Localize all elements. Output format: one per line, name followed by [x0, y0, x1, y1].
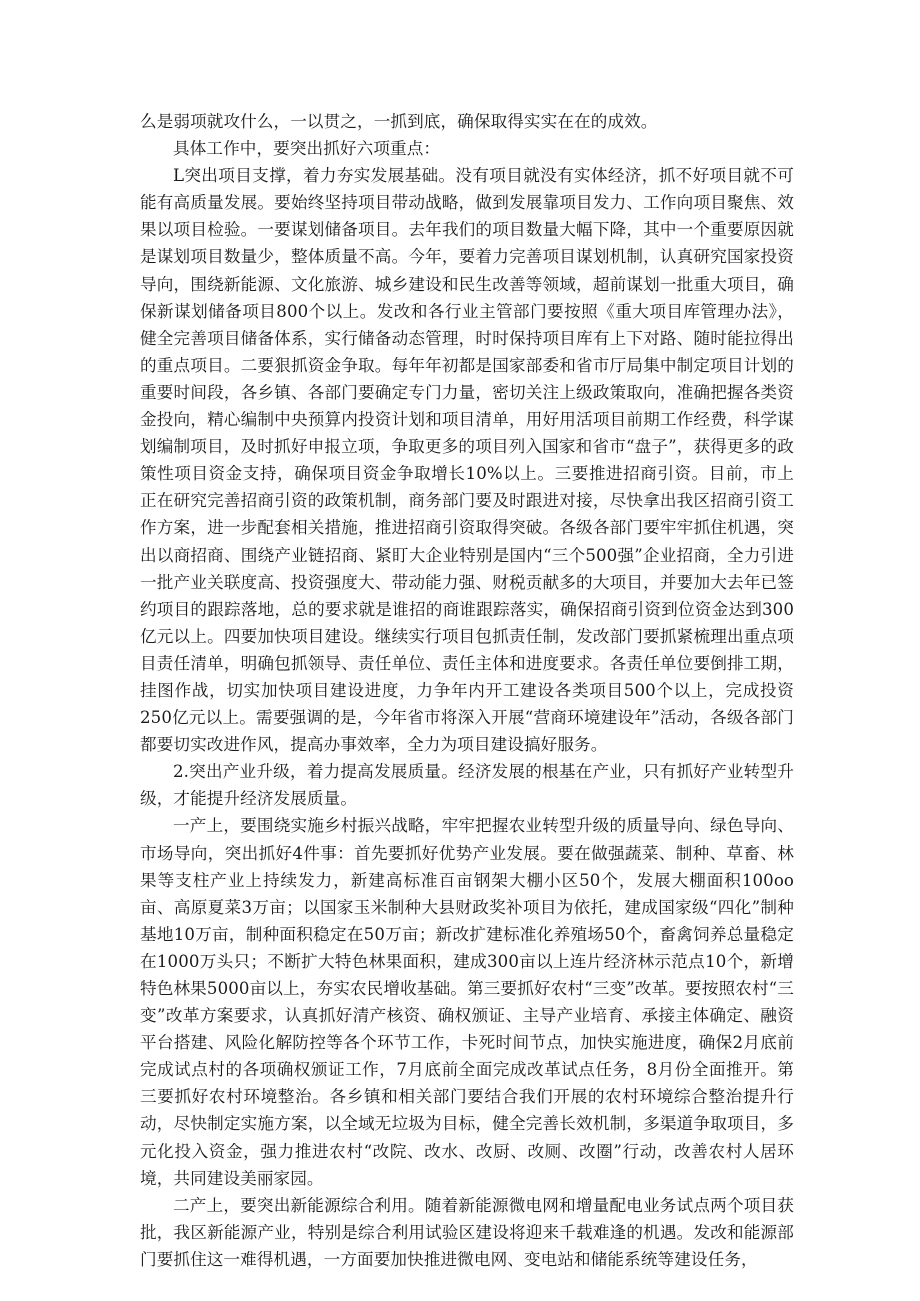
paragraph: L突出项目支撑，着力夯实发展基础。没有项目就没有实体经济，抓不好项目就不可能有高质量发展。要始终坚持项目带动战略，做到发展靠项目发力、工作向项目聚焦、效果以项目检验。一要谋划储备项目。去年我们的项目数量大幅下降，其中一个重要原因就是谋划项目数量少，整体质量不高。今年，要着力完善项目谋划机制，认真研究国家投资导向，围绕新能源、文化旅游、城乡建设和民生改善等领域，超前谋划一批重大项目，确保新谋划储备项目800个以上。发改和各行业主管部门要按照《重大项目库管理办法》，健全完善项目储备体系，实行储备动态管理，时时保持项目库有上下对路、随时能拉得出的重点项目。二要狠抓资金争取。每年年初都是国家部委和省市厅局集中制定项目计划的重要时间段，各乡镇、各部门要确定专门力量，密切关注上级政策取向，准确把握各类资金投向，精心编制中央预算内投资计划和项目清单，用好用活项目前期工作经费，科学谋划编制项目，及时抓好申报立项，争取更多的项目列入国家和省市“盘子”，获得更多的政策性项目资金支持，确保项目资金争取增长10%以上。三要推进招商引资。目前，市上正在研究完善招商引资的政策机制，商务部门要及时跟进对接，尽快拿出我区招商引资工作方案，进一步配套相关措施，推进招商引资取得突破。各级各部门要牢牢抓住机遇，突出以商招商、围绕产业链招商、紧盯大企业特别是国内“三个500强”企业招商，全力引进一批产业关联度高、投资强度大、带动能力强、财税贡献多的大项目，并要加大去年已签约项目的跟踪落地，总的要求就是谁招的商谁跟踪落实，确保招商引资到位资金达到300亿元以上。四要加快项目建设。继续实行项目包抓责任制，发改部门要抓紧梳理出重点项目责任清单，明确包抓领导、责任单位、责任主体和进度要求。各责任单位要倒排工期，挂图作战，切实加快项目建设进度，力争年内开工建设各类项目500个以上，完成投资250亿元以上。需要强调的是，今年省市将深入开展“营商环境建设年”活动，各级各部门都要切实改进作风，提高办事效率，全力为项目建设搞好服务。 [140, 166, 794, 755]
paragraph: 2.突出产业升级，着力提高发展质量。经济发展的根基在产业，只有抓好产业转型升级，才能提升经济发展质量。 [140, 762, 794, 809]
paragraph: 具体工作中，要突出抓好六项重点： [173, 139, 441, 159]
paragraph: 二产上，要突出新能源综合利用。随着新能源微电网和增量配电业务试点两个项目获批，我区新能源产业，特别是综合利用试验区建设将迎来千载难逢的机遇。发改和能源部门要抓住这一难得机遇，一方面要加快推进微电网、变电站和储能系统等建设任务， [140, 1195, 794, 1269]
paragraph: 一产上，要围绕实施乡村振兴战略，牢牢把握农业转型升级的质量导向、绿色导向、市场导向，突出抓好4件事：首先要抓好优势产业发展。要在做强蔬菜、制种、草畜、林果等支柱产业上持续发力，新建高标准百亩钢架大棚小区50个，发展大棚面积100oo亩、高原夏菜3万亩；以国家玉米制种大县财政奖补项目为依托，建成国家级“四化”制种基地10万亩，制种面积稳定在50万亩；新改扩建标准化养殖场50个，畜禽饲养总量稳定在1000万头只；不断扩大特色林果面积，建成300亩以上连片经济林示范点10个，新增特色林果5000亩以上，夯实农民增收基础。第三要抓好农村“三变”改革。要按照农村“三变”改革方案要求，认真抓好清产核资、确权颁证、主导产业培育、承接主体确定、融资平台搭建、风险化解防控等各个环节工作，卡死时间节点，加快实施进度，确保2月底前完成试点村的各项确权颁证工作，7月底前全面完成改革试点任务，8月份全面推开。第三要抓好农村环境整治。各乡镇和相关部门要结合我们开展的农村环境综合整治提升行动，尽快制定实施方案，以全域无垃圾为目标，健全完善长效机制，多渠道争取项目，多元化投入资金，强力推进农村“改院、改水、改厨、改厕、改圈”行动，改善农村人居环境，共同建设美丽家园。 [140, 816, 794, 1188]
paragraph: 么是弱项就攻什么，一以贯之，一抓到底，确保取得实实在在的成效。 [140, 112, 658, 131]
document-body [140, 108, 794, 1273]
